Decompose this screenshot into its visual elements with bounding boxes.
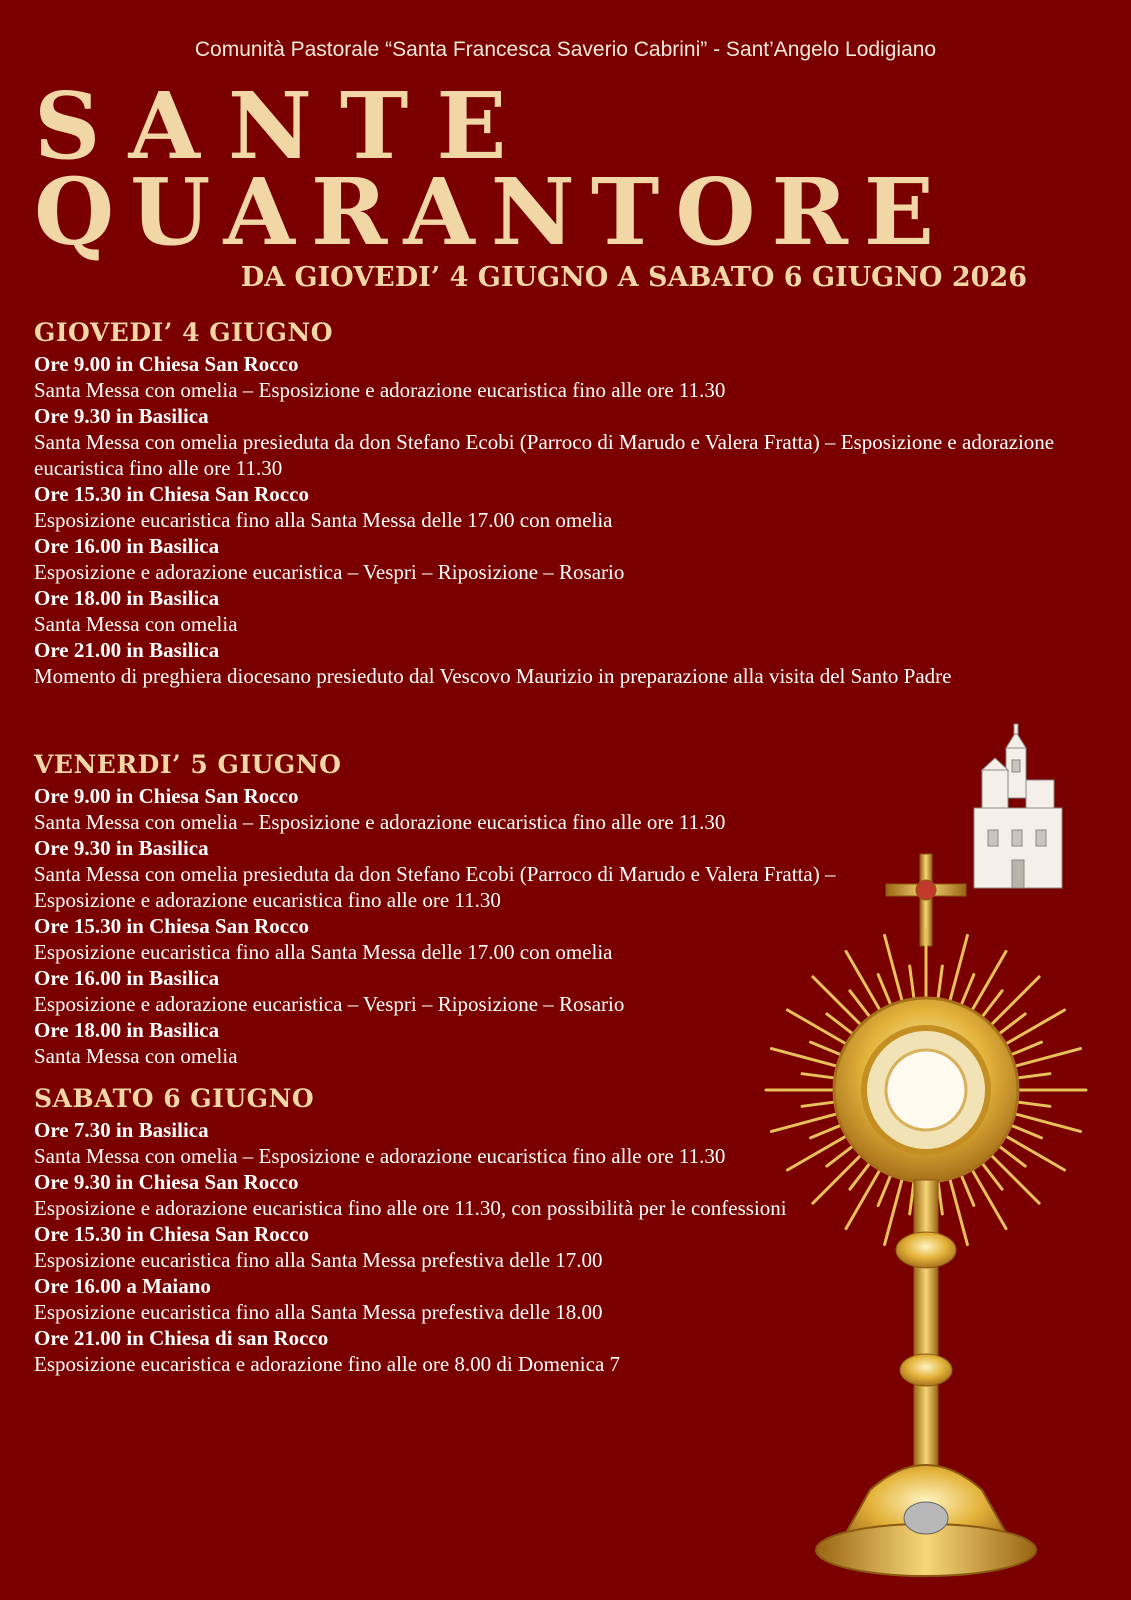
entry-description: Santa Messa con omelia – Esposizione e adorazione eucaristica fino alle ore 11.30 <box>34 810 726 834</box>
entry-time: Ore 9.30 in Chiesa San Rocco <box>34 1170 299 1194</box>
day-heading: VENERDI’ 5 GIUGNO <box>34 750 342 779</box>
entry-description: Esposizione e adorazione eucaristica fino alle ore 11.30, con possibilità per le confessioni <box>34 1196 787 1220</box>
entry-description: Esposizione eucaristica e adorazione fino alle ore 8.00 di Domenica 7 <box>34 1352 621 1376</box>
entry-description: Santa Messa con omelia – Esposizione e adorazione eucaristica fino alle ore 11.30 <box>34 378 726 402</box>
entry-description: Esposizione eucaristica fino alla Santa Messa delle 17.00 con omelia <box>34 940 613 964</box>
entry-description: Esposizione eucaristica fino alla Santa Messa delle 17.00 con omelia <box>34 508 613 532</box>
day-heading: GIOVEDI’ 4 GIUGNO <box>34 318 334 347</box>
entry-time: Ore 9.00 in Chiesa San Rocco <box>34 352 299 376</box>
entry-time: Ore 9.30 in Basilica <box>34 404 209 428</box>
golden-monstrance <box>760 850 1100 1590</box>
entry-description: Esposizione e adorazione eucaristica – Vespri – Riposizione – Rosario <box>34 992 625 1016</box>
entry-time: Ore 18.00 in Basilica <box>34 586 220 610</box>
schedule-entry <box>34 533 1104 585</box>
schedule-entry <box>34 585 1104 637</box>
entry-time: Ore 9.30 in Basilica <box>34 836 209 860</box>
entry-time: Ore 15.30 in Chiesa San Rocco <box>34 1222 309 1246</box>
entry-time: Ore 15.30 in Chiesa San Rocco <box>34 482 309 506</box>
entry-description: Santa Messa con omelia – Esposizione e adorazione eucaristica fino alle ore 11.30 <box>34 1144 726 1168</box>
schedule-entry <box>34 351 1104 403</box>
day-section-thursday <box>34 318 1104 689</box>
schedule-entry <box>34 637 1104 689</box>
event-dates: DA GIOVEDI’ 4 GIUGNO A SABATO 6 GIUGNO 2026 <box>240 262 1027 293</box>
entry-time: Ore 21.00 in Chiesa di san Rocco <box>34 1326 329 1350</box>
title-line-2: QUARANTORE <box>34 158 951 266</box>
entry-description: Santa Messa con omelia presieduta da don Stefano Ecobi (Parroco di Marudo e Valera Fratta) – Esposizione e adorazione eucaristica fino alle ore 11.30 <box>34 430 1055 480</box>
entry-time: Ore 21.00 in Basilica <box>34 638 220 662</box>
schedule-entry <box>34 481 1104 533</box>
entry-description: Santa Messa con omelia presieduta da don Stefano Ecobi (Parroco di Marudo e Valera Fratta) – Esposizione e adorazione eucaristica fino alle ore 11.30 <box>34 862 836 912</box>
schedule-entry <box>34 783 1104 835</box>
entry-description: Esposizione e adorazione eucaristica – Vespri – Riposizione – Rosario <box>34 560 625 584</box>
entry-description: Momento di preghiera diocesano presieduto dal Vescovo Maurizio in preparazione alla visita del Santo Padre <box>34 664 952 688</box>
title-line-1: SANTE <box>34 72 535 180</box>
entry-time: Ore 9.00 in Chiesa San Rocco <box>34 784 299 808</box>
entry-time: Ore 18.00 in Basilica <box>34 1018 220 1042</box>
entry-time: Ore 16.00 in Basilica <box>34 534 220 558</box>
entry-description: Esposizione eucaristica fino alla Santa Messa prefestiva delle 17.00 <box>34 1248 603 1272</box>
entry-time: Ore 7.30 in Basilica <box>34 1118 209 1142</box>
community-name: Comunità Pastorale “Santa Francesca Saverio Cabrini” - Sant’Angelo Lodigiano <box>194 38 937 61</box>
day-heading: SABATO 6 GIUGNO <box>34 1084 315 1113</box>
entry-description: Santa Messa con omelia <box>34 612 238 636</box>
schedule-entry <box>34 403 1104 481</box>
entry-description: Santa Messa con omelia <box>34 1044 238 1068</box>
entry-time: Ore 16.00 in Basilica <box>34 966 220 990</box>
entry-description: Esposizione eucaristica fino alla Santa Messa prefestiva delle 18.00 <box>34 1300 603 1324</box>
entry-time: Ore 15.30 in Chiesa San Rocco <box>34 914 309 938</box>
entry-time: Ore 16.00 a Maiano <box>34 1274 211 1298</box>
